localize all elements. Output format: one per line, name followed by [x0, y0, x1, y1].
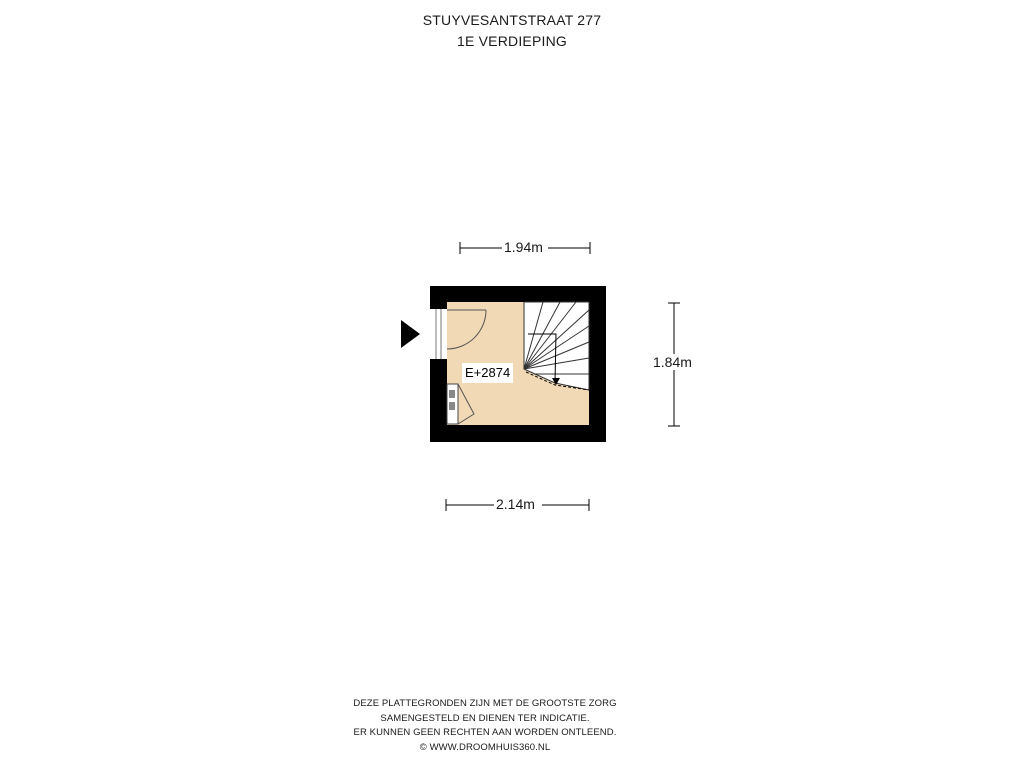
disclaimer-line-4: © WWW.DROOMHUIS360.NL — [419, 741, 551, 753]
top-width-label: 1.94m — [504, 239, 543, 255]
door-opening — [430, 309, 447, 359]
entrance-arrow-icon — [401, 320, 420, 348]
floor-title: 1E VERDIEPING — [457, 33, 567, 49]
disclaimer-line-3: ER KUNNEN GEEN RECHTEN AAN WORDEN ONTLEEND. — [353, 727, 617, 738]
disclaimer — [0, 697, 970, 755]
right-height-label: 1.84m — [653, 354, 692, 370]
room-label: E+2874 — [462, 363, 513, 383]
address-title: STUYVESANTSTRAAT 277 — [422, 12, 602, 28]
disclaimer-line-1: DEZE PLATTEGRONDEN ZIJN MET DE GROOTSTE ZORG — [353, 698, 617, 709]
disclaimer-line-2: SAMENGESTELD EN DIENEN TER INDICATIE. — [380, 712, 590, 724]
bottom-width-label: 2.14m — [496, 496, 535, 512]
